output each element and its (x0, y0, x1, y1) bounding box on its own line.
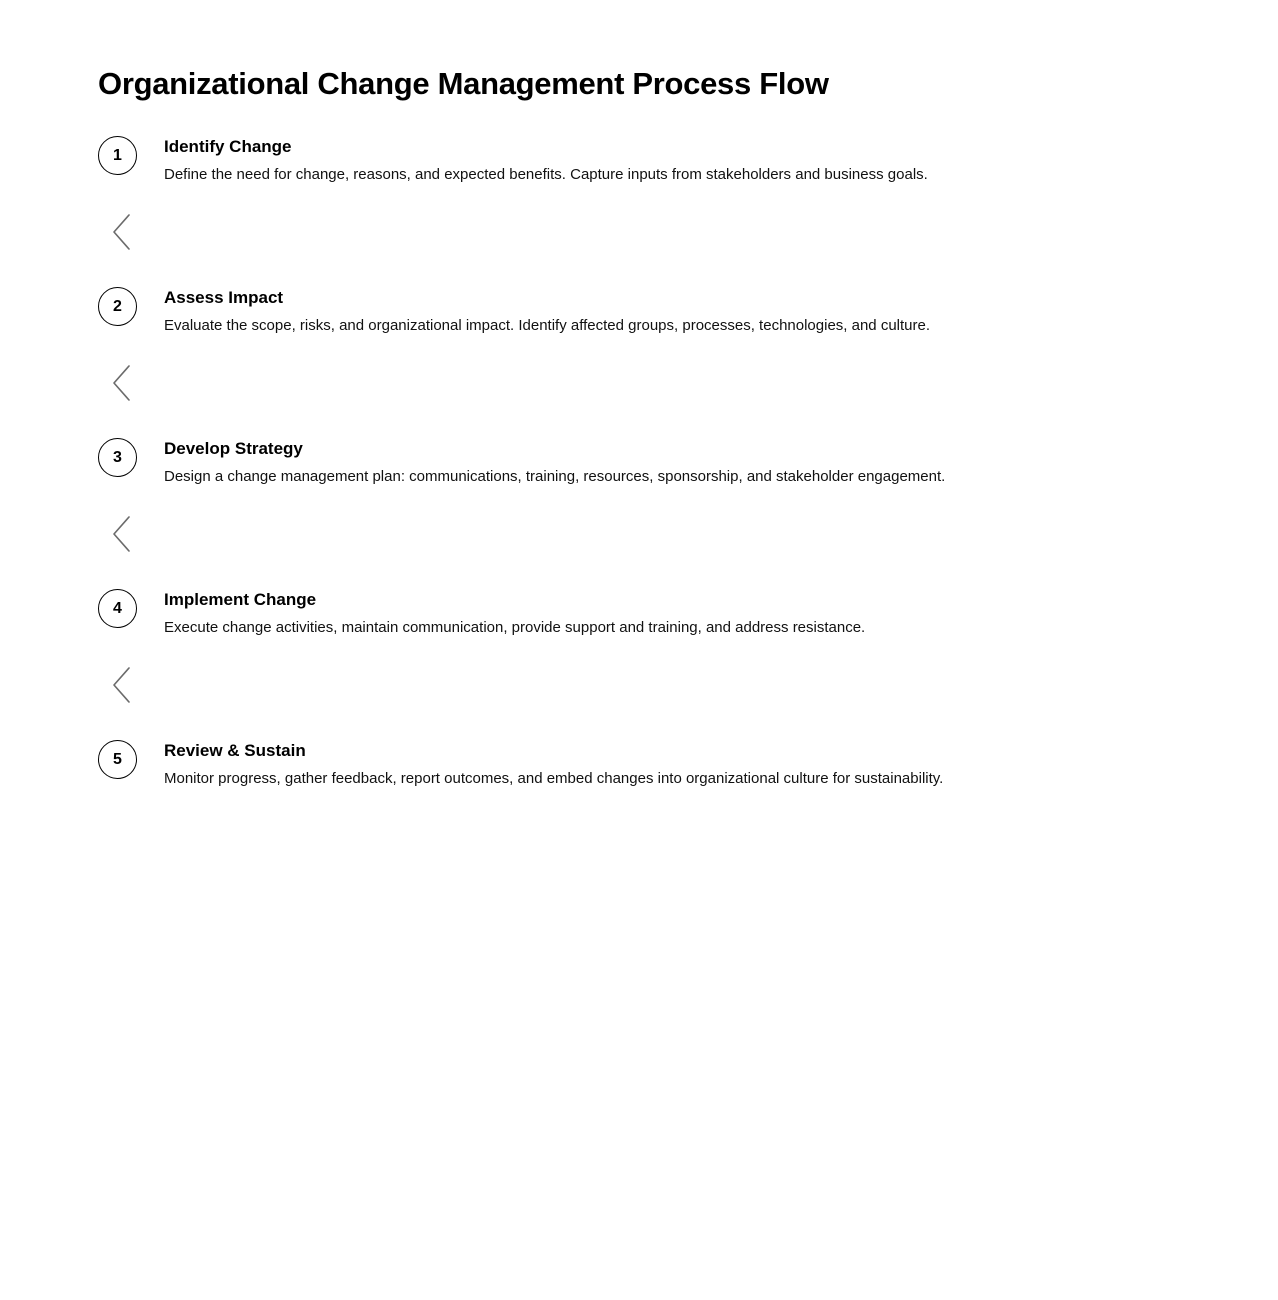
step-title: Develop Strategy (164, 439, 303, 458)
step-description: Execute change activities, maintain communication, provide support and training, and address resistance. (164, 619, 866, 636)
page-title: Organizational Change Management Process Flow (98, 66, 829, 101)
step-title: Assess Impact (164, 288, 284, 307)
step-number-badge: 2 (98, 287, 137, 326)
process-step-4 (98, 589, 1198, 740)
step-number-badge: 4 (98, 589, 137, 628)
process-steps (98, 136, 1198, 800)
process-step-5 (98, 740, 1198, 800)
step-description: Monitor progress, gather feedback, report outcomes, and embed changes into organizational culture for sustainability. (164, 770, 944, 787)
step-title: Implement Change (164, 590, 317, 609)
chevron-left-icon (111, 212, 133, 252)
process-step-1 (98, 136, 1198, 287)
step-description: Design a change management plan: communications, training, resources, sponsorship, and stakeholder engagement. (164, 468, 946, 485)
step-number-badge: 3 (98, 438, 137, 477)
step-number-badge: 5 (98, 740, 137, 779)
chevron-left-icon (111, 665, 133, 705)
chevron-left-icon (111, 363, 133, 403)
step-description: Evaluate the scope, risks, and organizational impact. Identify affected groups, processes, technologies, and culture. (164, 317, 931, 334)
step-number-badge: 1 (98, 136, 137, 175)
step-title: Review & Sustain (164, 741, 306, 760)
chevron-left-icon (111, 514, 133, 554)
step-title: Identify Change (164, 137, 292, 156)
process-step-2 (98, 287, 1198, 438)
step-description: Define the need for change, reasons, and expected benefits. Capture inputs from stakeholders and business goals. (164, 166, 928, 183)
process-step-3 (98, 438, 1198, 589)
